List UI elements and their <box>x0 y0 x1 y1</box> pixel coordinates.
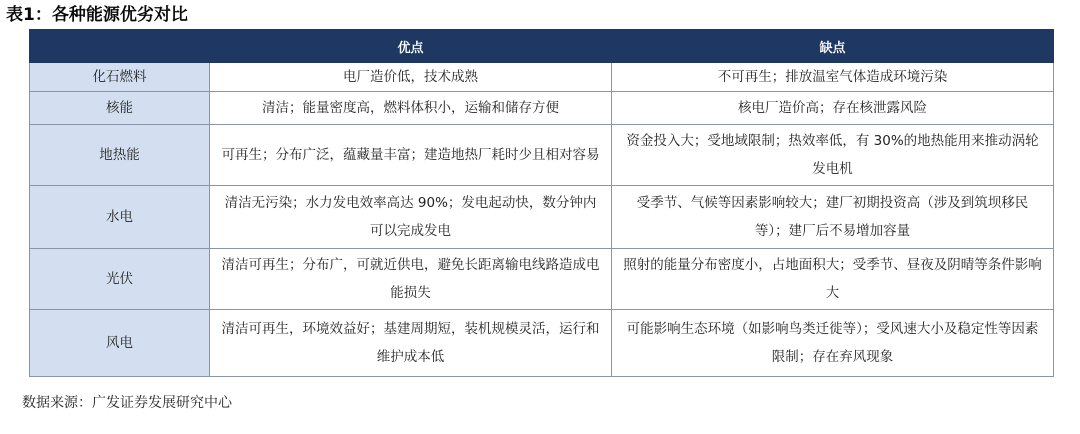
table-row <box>30 249 1054 310</box>
data-source-note: 数据来源：广发证券发展研究中心 <box>22 395 232 411</box>
row-label-nuclear: 核能 <box>30 92 210 125</box>
cell-pros: 清洁无污染；水力发电效率高达 90%；发电起动快，数分钟内可以完成发电 <box>210 186 612 249</box>
cell-cons: 不可再生；排放温室气体造成环境污染 <box>612 63 1054 92</box>
row-label-fossil: 化石燃料 <box>30 63 210 92</box>
table-row <box>30 125 1054 186</box>
row-label-pv: 光伏 <box>30 249 210 310</box>
cell-pros: 可再生；分布广泛，蕴藏量丰富；建造地热厂耗时少且相对容易 <box>210 125 612 186</box>
cell-cons: 核电厂造价高；存在核泄露风险 <box>612 92 1054 125</box>
header-pros: 优点 <box>210 30 612 63</box>
cell-pros: 清洁；能量密度高，燃料体积小，运输和储存方便 <box>210 92 612 125</box>
table-row <box>30 186 1054 249</box>
table-header-row <box>30 30 1054 63</box>
cell-cons: 照射的能量分布密度小，占地面积大；受季节、昼夜及阴晴等条件影响大 <box>612 249 1054 310</box>
cell-pros: 清洁可再生，环境效益好；基建周期短，装机规模灵活，运行和维护成本低 <box>210 310 612 377</box>
table-row <box>30 92 1054 125</box>
cell-cons: 受季节、气候等因素影响较大；建厂初期投资高（涉及到筑坝移民等）；建厂后不易增加容量 <box>612 186 1054 249</box>
cell-pros: 清洁可再生；分布广，可就近供电，避免长距离输电线路造成电能损失 <box>210 249 612 310</box>
header-corner <box>30 30 210 63</box>
cell-cons: 可能影响生态环境（如影响鸟类迁徙等）；受风速大小及稳定性等因素限制；存在弃风现象 <box>612 310 1054 377</box>
energy-comparison-table <box>29 29 1054 377</box>
row-label-hydro: 水电 <box>30 186 210 249</box>
comparison-table-wrapper <box>29 29 1053 377</box>
table-row <box>30 310 1054 377</box>
row-label-geothermal: 地热能 <box>30 125 210 186</box>
table-title: 表1：各种能源优劣对比 <box>6 5 188 25</box>
cell-cons: 资金投入大；受地域限制；热效率低，有 30%的地热能用来推动涡轮发电机 <box>612 125 1054 186</box>
table-row <box>30 63 1054 92</box>
cell-pros: 电厂造价低，技术成熟 <box>210 63 612 92</box>
header-cons: 缺点 <box>612 30 1054 63</box>
row-label-wind: 风电 <box>30 310 210 377</box>
